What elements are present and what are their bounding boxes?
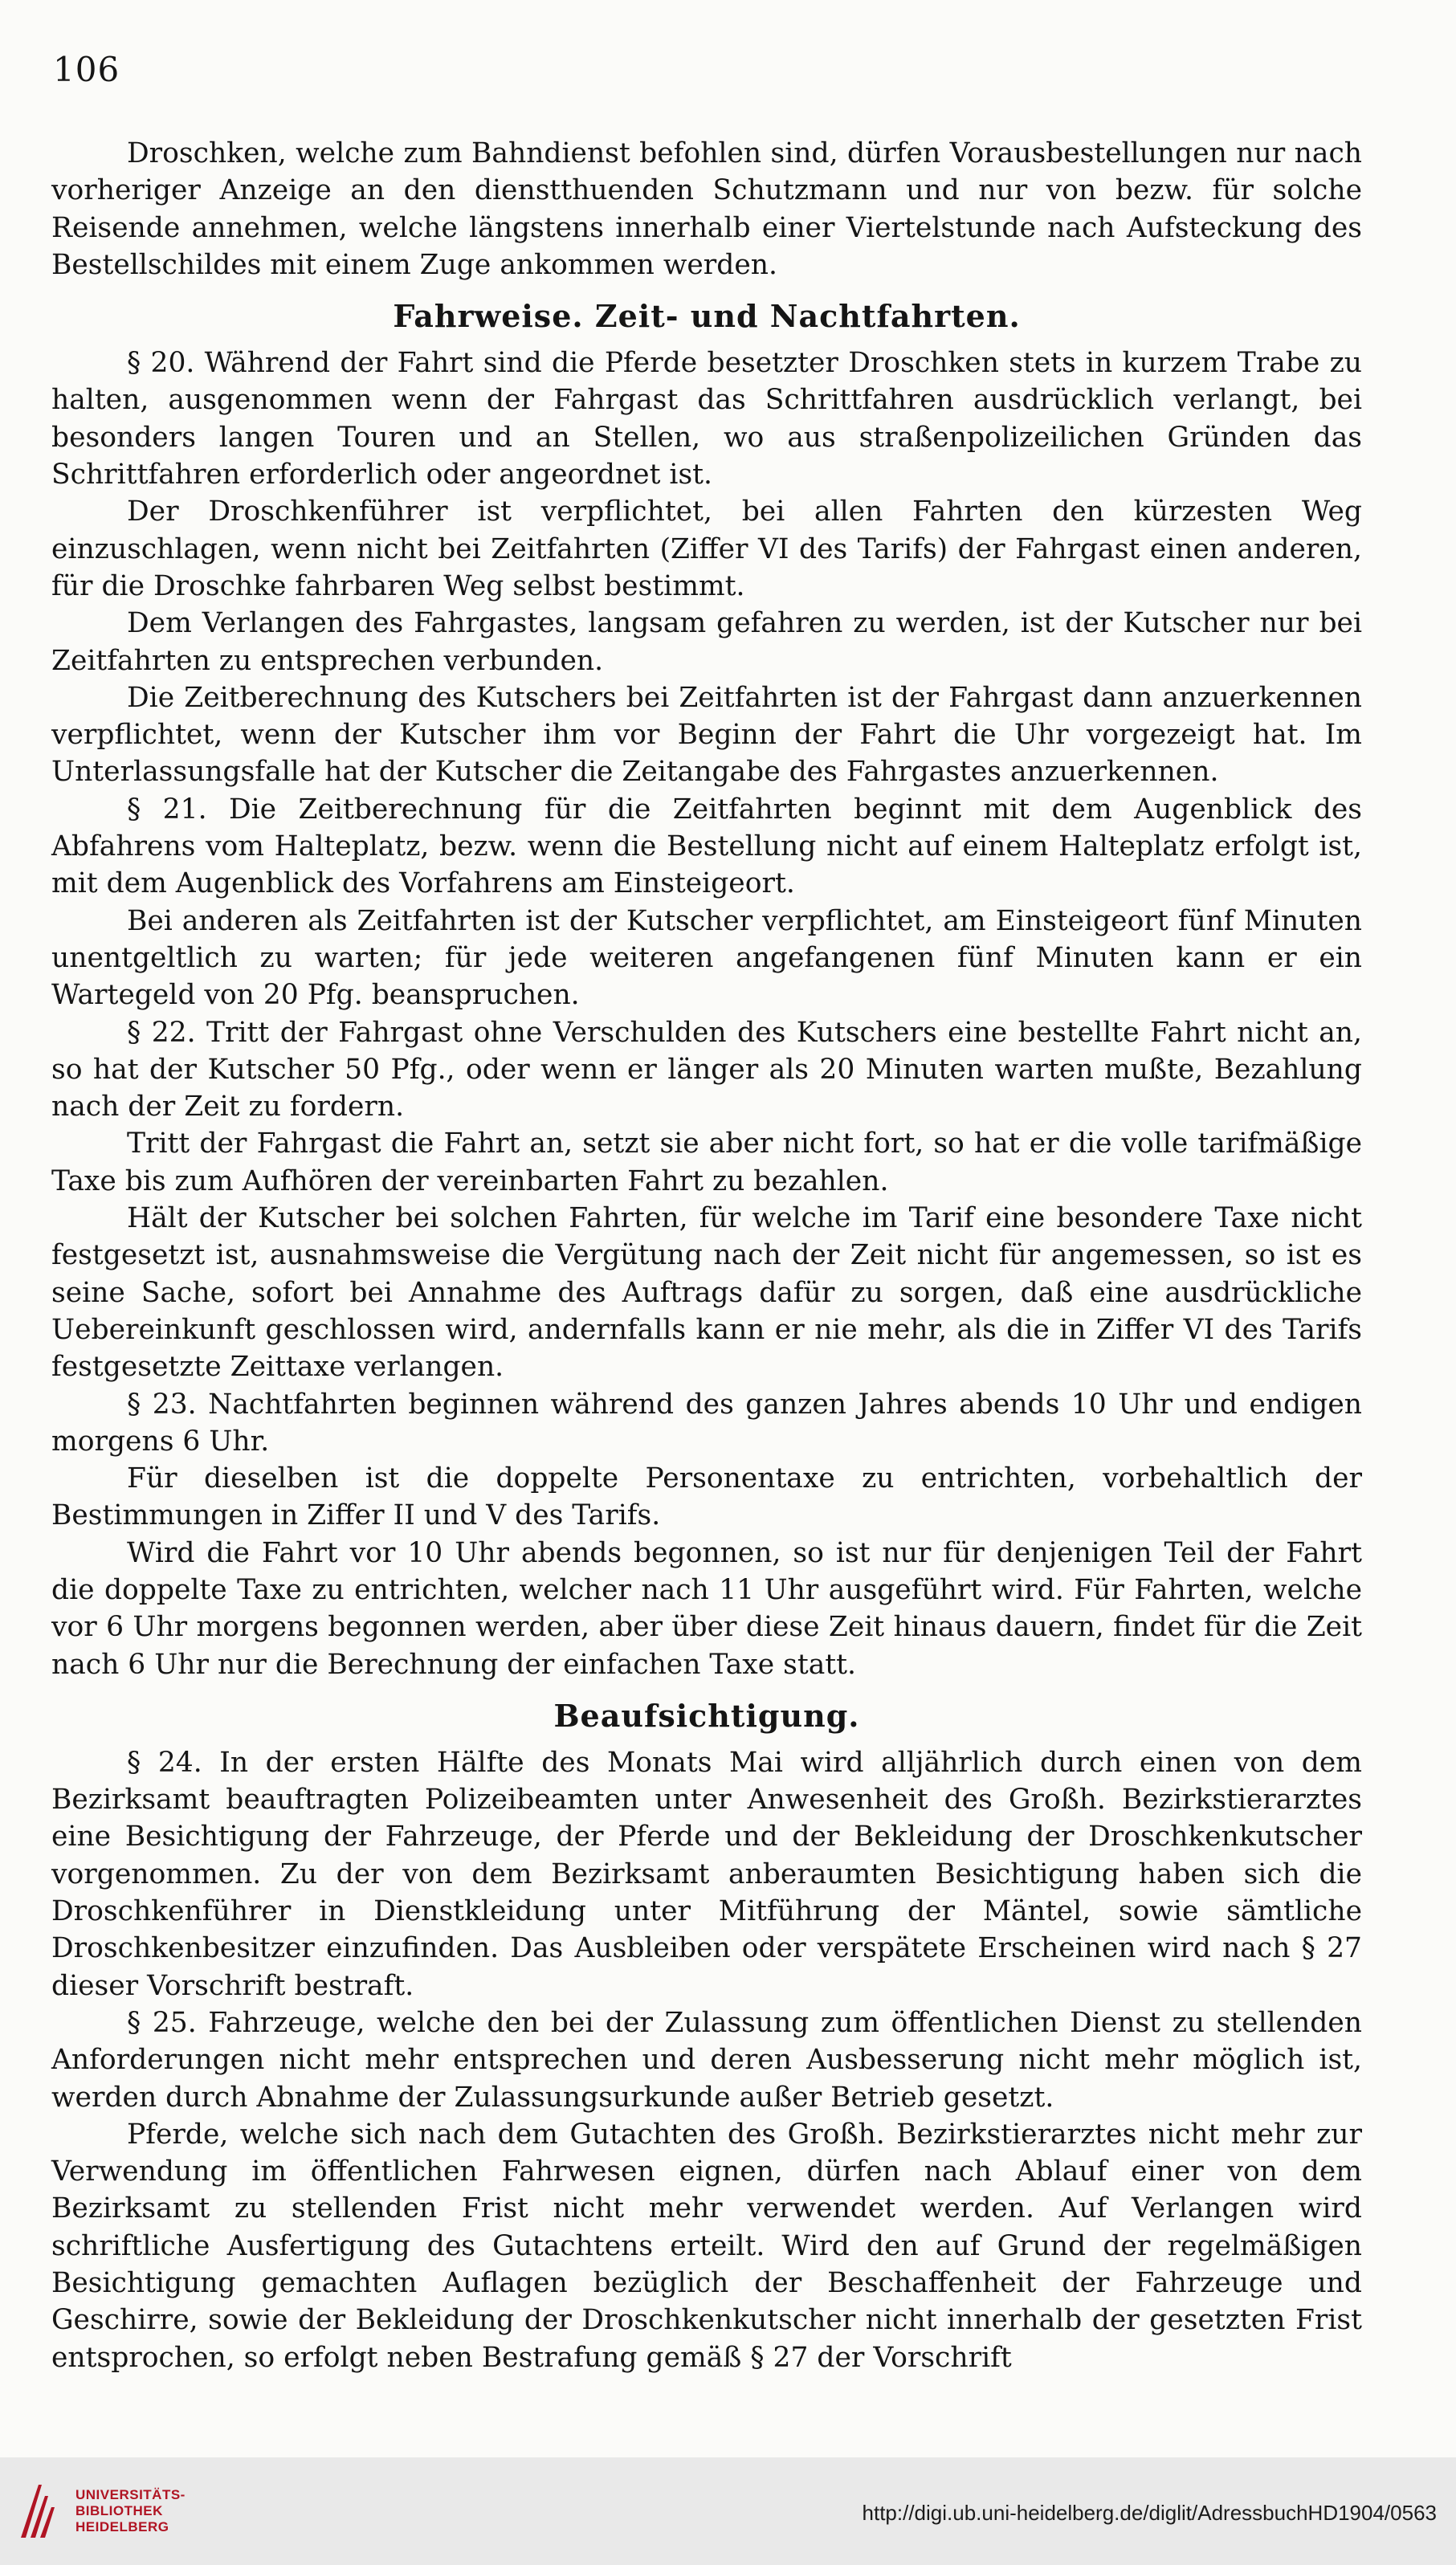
paragraph: § 22. Tritt der Fahrgast ohne Verschulden des Kutschers eine bestellte Fahrt nicht an, so hat der Kutscher 50 Pfg., oder wenn er länger als 20 Minuten warten mußte, Bezahlung nach der Zeit zu fordern. <box>51 1016 1362 1123</box>
viewer-footer <box>0 2457 1456 2565</box>
paragraph: § 20. Während der Fahrt sind die Pferde besetzter Droschken stets in kurzem Trabe zu halten, ausgenommen wenn der Fahrgast das Schrittfahren ausdrücklich verlangt, bei besonders langen Touren und an Stellen, wo aus straßenpolizeilichen Gründen das Schrittfahren erforderlich oder angeordnet ist. <box>51 347 1362 491</box>
paragraph: Wird die Fahrt vor 10 Uhr abends begonnen, so ist nur für denjenigen Teil der Fahrt die doppelte Taxe zu entrichten, welcher nach 11 Uhr ausgeführt wird. Für Fahrten, welche vor 6 Uhr morgens begonnen werden, aber über diese Zeit hinaus dauern, findet für die Zeit nach 6 Uhr nur die Berechnung der einfachen Taxe statt. <box>51 1536 1362 1681</box>
logo-line: BIBLIOTHEK <box>75 2503 163 2518</box>
section-heading: Beaufsichtigung. <box>553 1697 860 1734</box>
paragraph: Die Zeitberechnung des Kutschers bei Zeitfahrten ist der Fahrgast dann anzuerkennen verpflichtet, wenn der Kutscher ihm vor Beginn der Fahrt die Uhr vorgezeigt hat. Im Unterlassungsfalle hat der Kutscher die Zeitangabe des Fahrgastes anzuerkennen. <box>51 681 1362 789</box>
paragraph: Für dieselben ist die doppelte Personentaxe zu entrichten, vorbehaltlich der Bestimmungen in Ziffer II und V des Tarifs. <box>51 1462 1362 1532</box>
paragraph: Droschken, welche zum Bahndienst befohlen sind, dürfen Vorausbestellungen nur nach vorheriger Anzeige an den dienstthuenden Schutzmann und nur von bezw. für solche Reisende annehmen, welche längstens innerhalb einer Viertelstunde nach Aufsteckung des Bestellschildes mit einem Zuge ankommen werden. <box>51 137 1362 281</box>
library-logo-text <box>75 2487 186 2535</box>
section-heading: Fahrweise. Zeit- und Nachtfahrten. <box>393 298 1021 335</box>
paragraph: Pferde, welche sich nach dem Gutachten des Großh. Bezirkstierarztes nicht mehr zur Verwendung im öffentlichen Fahrwesen eignen, dürfen nach Ablauf einer von dem Bezirksamt zu stellenden Frist nicht mehr verwendet werden. Auf Verlangen wird schriftliche Ausfertigung des Gutachtens erteilt. Wird den auf Grund der regelmäßigen Besichtigung gemachten Auflagen bezüglich der Beschaffenheit der Fahrzeuge und Geschirre, sowie der Bekleidung der Droschkenkutscher nicht innerhalb der gesetzten Frist entsprochen, so erfolgt neben Bestrafung gemäß § 27 der Vorschrift <box>51 2118 1362 2374</box>
body-text <box>51 135 1362 2376</box>
paragraph: Dem Verlangen des Fahrgastes, langsam gefahren zu werden, ist der Kutscher nur bei Zeitfahrten zu entsprechen verbunden. <box>51 607 1362 677</box>
library-logo-icon <box>18 2481 58 2541</box>
source-url-link[interactable]: http://digi.ub.uni-heidelberg.de/diglit/AdressbuchHD1904/0563 <box>862 2501 1437 2525</box>
paragraph: § 23. Nachtfahrten beginnen während des ganzen Jahres abends 10 Uhr und endigen morgens 6 Uhr. <box>51 1388 1362 1458</box>
paragraph: Tritt der Fahrgast die Fahrt an, setzt sie aber nicht fort, so hat er die volle tarifmäßige Taxe bis zum Aufhören der vereinbarten Fahrt zu bezahlen. <box>51 1128 1362 1197</box>
paragraph: Hält der Kutscher bei solchen Fahrten, für welche im Tarif eine besondere Taxe nicht festgesetzt ist, ausnahmsweise die Vergütung nach der Zeit nicht für angemessen, so ist es seine Sache, sofort bei Annahme des Auftrags dafür zu sorgen, daß eine ausdrückliche Uebereinkunft geschlossen wird, andernfalls kann er nie mehr, als die in Ziffer VI des Tarifs festgesetzte Zeittaxe verlangen. <box>51 1202 1362 1384</box>
page-number: 106 <box>53 50 120 89</box>
logo-line: HEIDELBERG <box>75 2519 169 2534</box>
paragraph: § 21. Die Zeitberechnung für die Zeitfahrten beginnt mit dem Augenblick des Abfahrens vom Halteplatz, bezw. wenn die Bestellung nicht auf einem Halteplatz erfolgt ist, mit dem Augenblick des Vorfahrens am Einsteigeort. <box>51 793 1362 900</box>
paragraph: § 24. In der ersten Hälfte des Monats Mai wird alljährlich durch einen von dem Bezirksamt beauftragten Polizeibeamten unter Anwesenheit des Großh. Bezirkstierarztes eine Besichtigung der Fahrzeuge, der Pferde und der Bekleidung der Droschkenkutscher vorgenommen. Zu der von dem Bezirksamt anberaumten Besichtigung haben sich die Droschkenführer in Dienstkleidung unter Mitführung der Mäntel, sowie sämtliche Droschkenbesitzer einzufinden. Das Ausbleiben oder verspätete Erscheinen wird nach § 27 dieser Vorschrift bestraft. <box>51 1746 1362 2002</box>
logo-line: UNIVERSITÄTS- <box>75 2487 186 2502</box>
paragraph: Der Droschkenführer ist verpflichtet, bei allen Fahrten den kürzesten Weg einzuschlagen, wenn nicht bei Zeitfahrten (Ziffer VI des Tarifs) der Fahrgast einen anderen, für die Droschke fahrbaren Weg selbst bestimmt. <box>51 495 1362 602</box>
paragraph: § 25. Fahrzeuge, welche den bei der Zulassung zum öffentlichen Dienst zu stellenden Anforderungen nicht mehr entsprechen und deren Ausbesserung nicht mehr möglich ist, werden durch Abnahme der Zulassungsurkunde außer Betrieb gesetzt. <box>51 2006 1362 2114</box>
paragraph: Bei anderen als Zeitfahrten ist der Kutscher verpflichtet, am Einsteigeort fünf Minuten unentgeltlich zu warten; für jede weiteren angefangenen fünf Minuten kann er ein Wartegeld von 20 Pfg. beanspruchen. <box>51 904 1362 1012</box>
